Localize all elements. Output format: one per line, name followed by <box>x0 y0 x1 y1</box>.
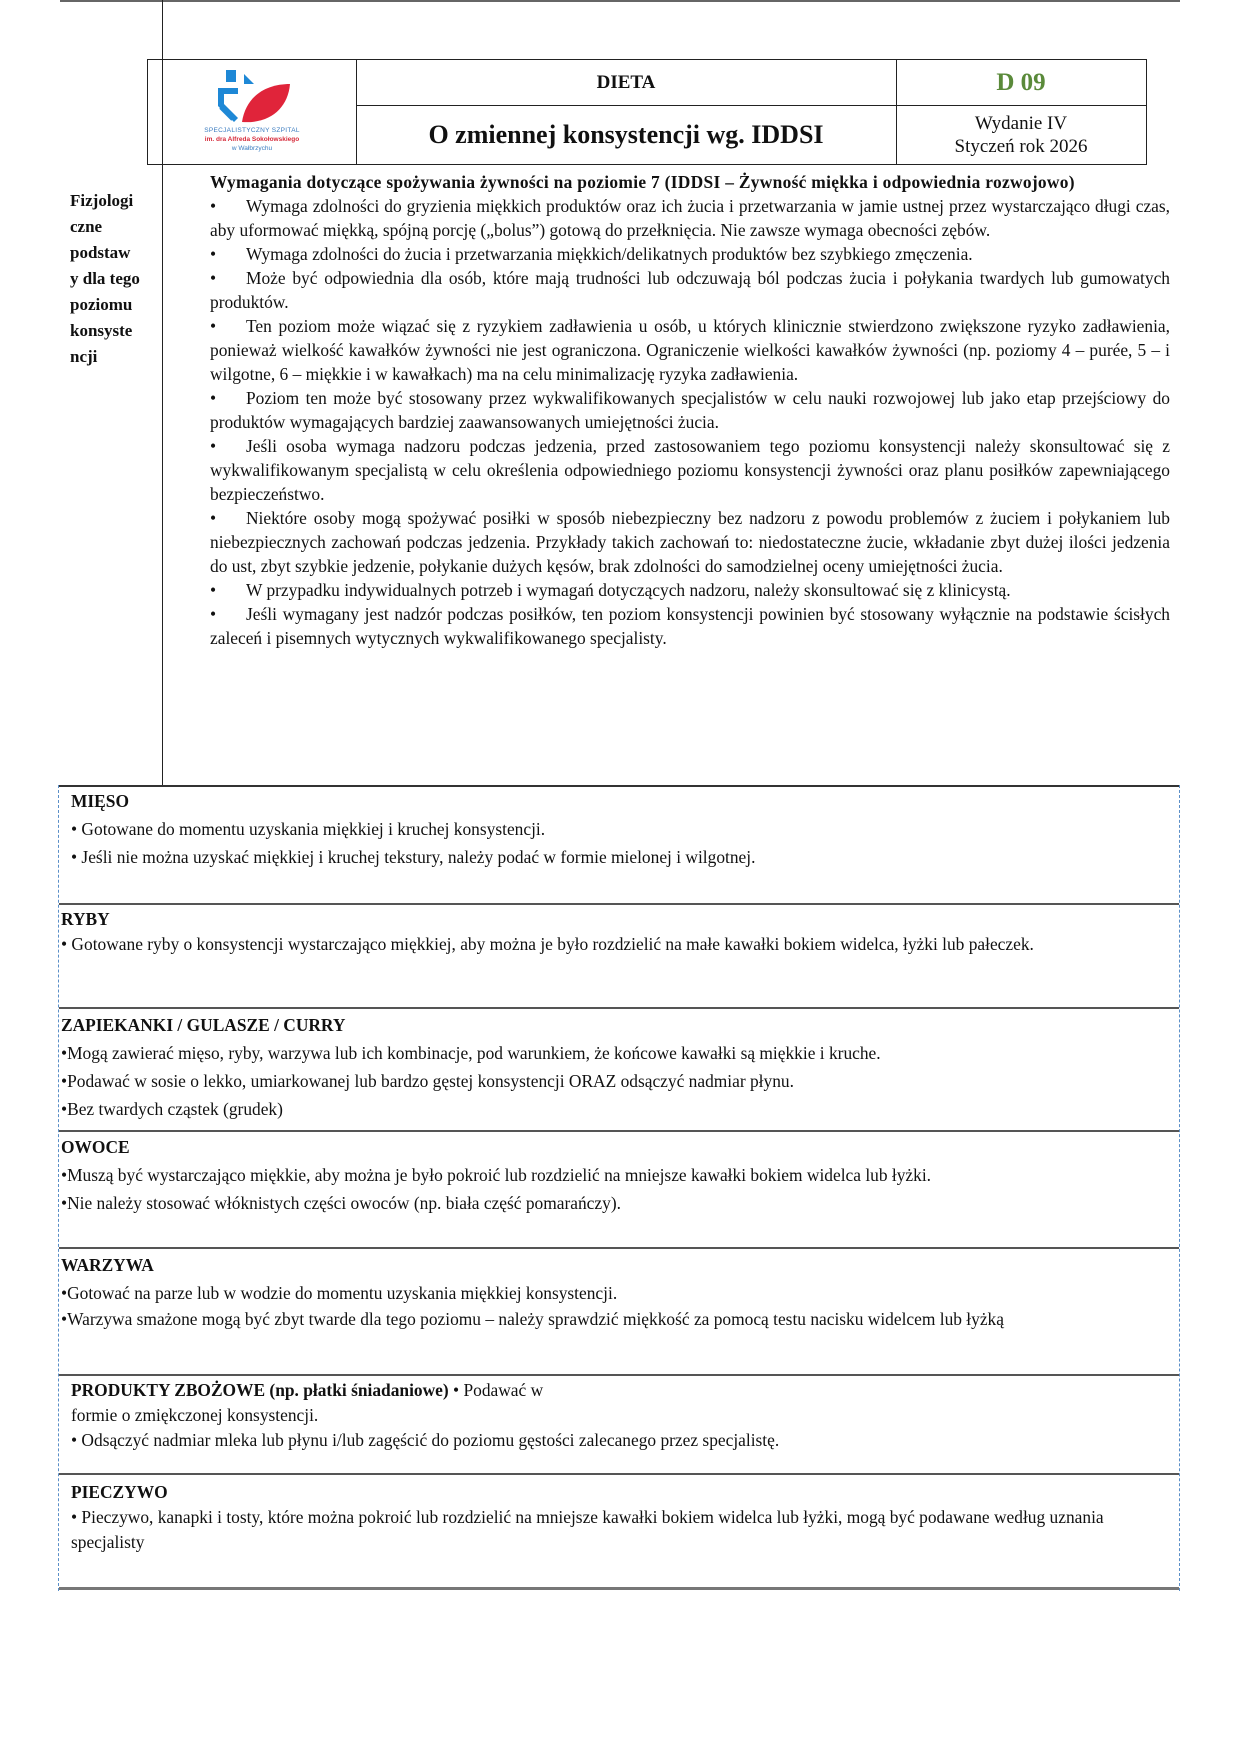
side-label-line: podstaw <box>70 243 131 262</box>
section-item: • Odsączyć nadmiar mleka lub płynu i/lub zagęścić do poziomu gęstości zalecanego przez specjalistę. <box>71 1430 780 1450</box>
requirement-text: Wymaga zdolności do gryzienia miękkich produktów oraz ich żucia i przetwarzania w jamie ustnej przez wystarczająco długi czas, aby uformować miękką, spójną porcję („bolus”) gotową do przełknięcia. Nie zawsze wymaga obecności zębów. <box>210 196 1170 240</box>
requirement-text: Poziom ten może być stosowany przez wykwalifikowanych specjalistów w celu nauki rozwojowej lub jako etap przejściowy do produktów wymagających bardziej zaawansowanych umiejętności żucia. <box>210 388 1170 432</box>
section-item: •Bez twardych cząstek (grudek) <box>61 1099 283 1119</box>
requirement-text: Ten poziom może wiązać się z ryzykiem zadławienia u osób, u których klinicznie stwierdzono zwiększone ryzyko zadławienia, ponieważ wielkość kawałków żywności nie jest ograniczona. Ograniczenie wielkości kawałków żywności (np. poziomy 4 – purée, 5 – i wilgotne, 6 – miękkie i w kawałkach) ma na celu minimalizację ryzyka zadławienia. <box>210 316 1170 384</box>
section-title: PRODUKTY ZBOŻOWE (np. płatki śniadaniowe) <box>71 1380 449 1400</box>
section-divider <box>59 1247 1179 1249</box>
section-divider <box>59 1130 1179 1132</box>
section-casseroles <box>59 1011 1179 1123</box>
header-title-cell <box>356 60 897 164</box>
requirement-text: W przypadku indywidualnych potrzeb i wymagań dotyczących nadzoru, należy skonsultować się z klinicystą. <box>246 580 1011 600</box>
section-item: • Gotowane ryby o konsystencji wystarczająco miękkiej, aby można je było rozdzielić na małe kawałki bokiem widelca, łyżki lub pałeczek. <box>61 934 1034 954</box>
requirement-item <box>210 194 1170 242</box>
section-item: •Warzywa smażone mogą być zbyt twarde dla tego poziomu – należy sprawdzić miękkość za pomocą testu nacisku widelcem lub łyżką <box>61 1309 1004 1329</box>
section-item-inline: • Podawać w <box>448 1380 544 1400</box>
requirement-item <box>210 434 1170 506</box>
document-header-table <box>147 59 1147 165</box>
section-title: RYBY <box>61 909 110 929</box>
logo-line-2: im. dra Alfreda Sokołowskiego <box>204 136 300 143</box>
section-divider <box>59 1473 1179 1475</box>
requirement-text: Jeśli osoba wymaga nadzoru podczas jedzenia, przed zastosowaniem tego poziomu konsystencji należy skonsultować się z wykwalifikowanym specjalistą w celu określenia odpowiedniego poziomu konsystencji żywności oraz planu posiłków zapewniającego bezpieczeństwo. <box>210 436 1170 504</box>
section-item: •Podawać w sosie o lekko, umiarkowanej lub bardzo gęstej konsystencji ORAZ odsączyć nadmiar płynu. <box>61 1071 794 1091</box>
section-item: •Muszą być wystarczająco miękkie, aby można je było pokroić lub rozdzielić na mniejsze kawałki bokiem widelca lub łyżki. <box>61 1165 932 1185</box>
document-edition: Wydanie IV <box>974 112 1068 134</box>
physiology-side-label <box>70 188 162 370</box>
section-title: MIĘSO <box>71 791 129 811</box>
side-label-line: Fizjologi <box>70 191 134 210</box>
side-label-line: ncji <box>70 347 98 366</box>
requirement-text: Niektóre osoby mogą spożywać posiłki w sposób niebezpieczny bez nadzoru z powodu problemów z żuciem i połykaniem lub niebezpiecznych zachowań podczas jedzenia. Przykłady takich zachowań to: niedostateczne żucie, wkładanie zbyt dużej ilości jedzenia do ust, zbyt szybkie jedzenie, połykanie dużych kęsów, brak zdolności do samodzielnej oceny umiejętności żucia. <box>210 508 1170 576</box>
side-label-line: y dla tego <box>70 269 140 288</box>
document-date: Styczeń rok 2026 <box>954 135 1088 157</box>
section-item: • Pieczywo, kanapki i tosty, które można pokroić lub rozdzielić na mniejsze kawałki bokiem widelca lub łyżki, mogą być podawane według uznania specjalisty <box>71 1507 1104 1552</box>
requirement-item <box>210 578 1170 602</box>
logo-line-3: w Wałbrzychu <box>231 145 273 152</box>
food-sections-table <box>58 785 1180 1591</box>
requirement-item <box>210 602 1170 650</box>
logo-line-1: SPECJALISTYCZNY SZPITAL <box>204 127 300 134</box>
bullet-icon: • <box>210 316 217 336</box>
section-cereals <box>59 1378 1179 1453</box>
section-title: PIECZYWO <box>71 1482 168 1502</box>
section-title: ZAPIEKANKI / GULASZE / CURRY <box>61 1015 346 1035</box>
section-divider <box>59 903 1179 905</box>
bullet-icon: • <box>210 508 217 528</box>
section-item: • Jeśli nie można uzyskać miękkiej i kruchej tekstury, należy podać w formie mielonej i wilgotnej. <box>71 847 756 867</box>
requirement-text: Może być odpowiednia dla osób, które mają trudności lub odczuwają ból podczas żucia i połykania twardych lub gumowatych produktów. <box>210 268 1170 312</box>
section-fish <box>59 907 1179 957</box>
top-border-rule <box>60 0 1180 2</box>
section-divider <box>59 1374 1179 1376</box>
side-label-line: konsyste <box>70 321 133 340</box>
requirement-item <box>210 266 1170 314</box>
section-item: formie o zmiękczonej konsystencji. <box>71 1405 319 1425</box>
requirement-item <box>210 242 1170 266</box>
requirements-heading: Wymagania dotyczące spożywania żywności na poziomie 7 (IDDSI – Żywność miękka i odpowiednia rozwojowo) <box>210 172 1075 192</box>
section-divider <box>59 1007 1179 1009</box>
table-bottom-rule <box>59 1587 1179 1590</box>
requirement-item <box>210 506 1170 578</box>
section-fruit <box>59 1133 1179 1217</box>
document-code: D 09 <box>996 68 1046 96</box>
section-title: WARZYWA <box>61 1255 154 1275</box>
bullet-icon: • <box>210 244 217 264</box>
bullet-icon: • <box>210 580 217 600</box>
section-vegetables <box>59 1251 1179 1332</box>
bullet-icon: • <box>210 388 217 408</box>
section-item: •Gotować na parze lub w wodzie do momentu uzyskania miękkiej konsystencji. <box>61 1283 618 1303</box>
section-title: OWOCE <box>61 1137 130 1157</box>
physiology-requirements <box>210 170 1170 650</box>
bullet-icon: • <box>210 268 217 288</box>
bullet-icon: • <box>210 604 217 624</box>
requirement-text: Jeśli wymagany jest nadzór podczas posiłków, ten poziom konsystencji powinien być stosowany wyłącznie na podstawie ścisłych zaleceń i pisemnych wytycznych wykwalifikowanego specjalisty. <box>210 604 1170 648</box>
requirement-text: Wymaga zdolności do żucia i przetwarzania miękkich/delikatnych produktów bez szybkiego zmęczenia. <box>246 244 973 264</box>
section-item: •Mogą zawierać mięso, ryby, warzywa lub ich kombinacje, pod warunkiem, że końcowe kawałki są miękkie i kruche. <box>61 1043 881 1063</box>
section-bread <box>59 1480 1179 1555</box>
hospital-shield-leaf-logo-icon <box>206 66 296 126</box>
section-item: •Nie należy stosować włóknistych części owoców (np. biała część pomarańczy). <box>61 1193 621 1213</box>
requirement-item <box>210 314 1170 386</box>
hospital-logo <box>148 60 357 164</box>
document-category: DIETA <box>596 71 656 93</box>
bullet-icon: • <box>210 196 217 216</box>
section-item: • Gotowane do momentu uzyskania miękkiej i kruchej konsystencji. <box>71 819 546 839</box>
section-meat <box>59 787 1179 871</box>
side-label-line: poziomu <box>70 295 133 314</box>
requirement-item <box>210 386 1170 434</box>
side-label-line: czne <box>70 217 103 236</box>
bullet-icon: • <box>210 436 217 456</box>
header-code-cell <box>896 60 1146 164</box>
document-title: O zmiennej konsystencji wg. IDDSI <box>428 119 824 149</box>
